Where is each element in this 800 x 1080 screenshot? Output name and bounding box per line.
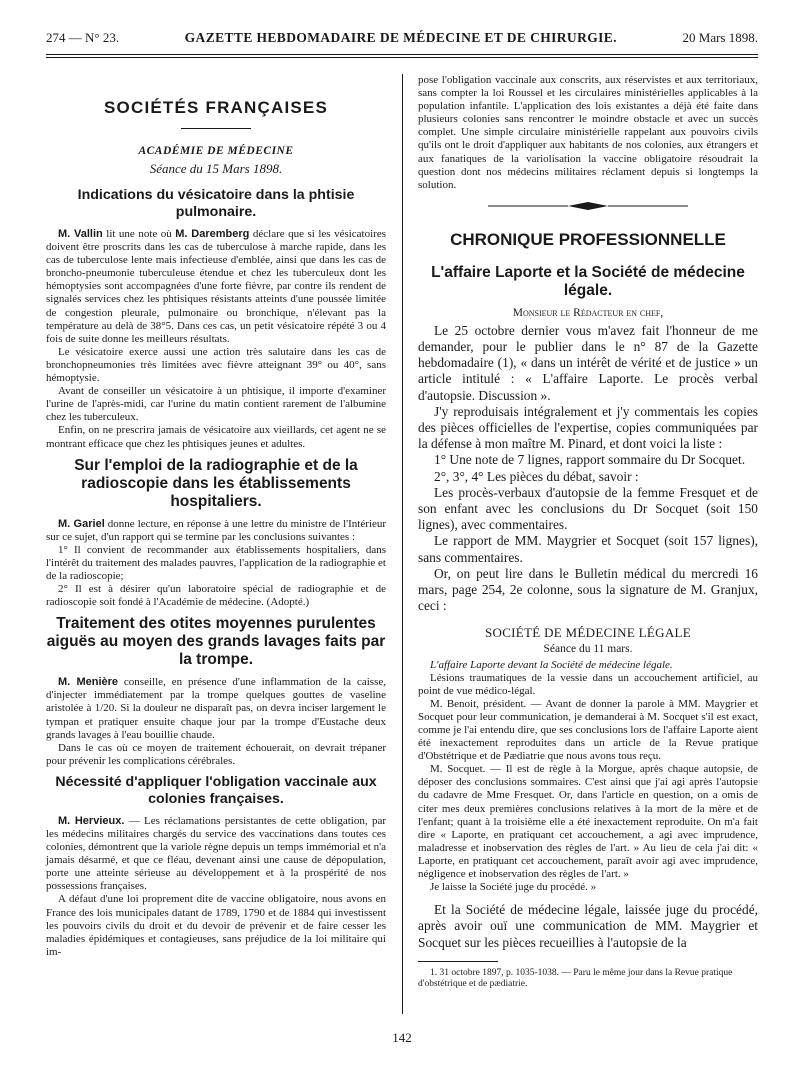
quoted-paragraph: M. Benoit, président. — Avant de donner la parole à MM. Maygrier et Socquet pour leur communication, je demanderai à M. Socquet s'il est exact, comme je l'ai entendu dire, que ses conclusions lors de l'affaire Laporte aient été inexactement reproduites dans un article de la Revue pratique d'Obstétrique et de Pædiatrie que nous avons tous reçu. <box>418 697 758 763</box>
article-paragraph <box>46 518 386 544</box>
paragraph-text: déclare que si les vésicatoires doivent être proscrits dans les cas de tuberculose à marche rapide, dans les cas de tuberculose lente mais infectieuse d'emblée, ainsi que dans les cas de broncho-pneumonie tuberculeuse étendue et chez les tuberculeux dont les hémoptysies sont accompagnées d'une forte fièvre, par contre ils rendent de signalés services chez les phtisiques résistants atteints d'une poussée limitée de congestion pleurale, pulmonaire ou bronchique, n'élevant pas la température au delà de 38°5. Dans ces cas, un petit vésicatoire répété 3 ou 4 fois de suite donne les meilleurs résultats. <box>46 228 386 345</box>
speaker-name: M. Vallin <box>58 228 103 240</box>
quoted-paragraph: M. Socquet. — Il est de règle à la Morgue, après chaque autopsie, de déposer des conclusions sommaires. C'est ainsi que j'ai agi après l'autopsie du cadavre de Mme Fresquet. Or, dans l'article en question, on a omis de citer mes deux premières conclusions relatives à la mort de la mère et de l'enfant; quant à la troisième elle a été inexactement reproduite. On m'a fait dire « Laporte, en pratiquant cet accouchement, a agi avec imprudence, maladresse et inobservation des règles de l'art. » Au lieu de cela j'ai dit: « Laporte, en pratiquant cet accouchement, paraît avoir agi avec imprudence, négligence et inobservation des règles de l'art. » <box>418 763 758 880</box>
article-paragraph: Dans le cas où ce moyen de traitement échouerait, on devrait trépaner pour prévenir les complications cérébrales. <box>46 741 386 767</box>
continued-paragraph: pose l'obligation vaccinale aux conscrits, aux réservistes et aux territoriaux, sans compter la loi Roussel et les circulaires ministérielles applicables à la population infantile. L'application des lois existantes a déjà été faite dans plusieurs colonies sans rencontrer le moindre obstacle et avec un succès complet. Une simple circulaire ministérielle rappelant aux pouvoirs civils qu'ils ont le droit d'appliquer aux habitants de nos colonies, aux étrangers et aux fanatiques de la variolisation la vaccine obligatoire résoudrait la question dont nos médecins militaires réclament depuis si longtemps la solution. <box>418 74 758 191</box>
speaker-name: M. Gariel <box>58 517 105 530</box>
chronicle-title: CHRONIQUE PROFESSIONNELLE <box>450 229 726 249</box>
letter-paragraph: Or, on peut lire dans le Bulletin médical du mercredi 16 mars, page 254, 2e colonne, sous la signature de M. Granjux, ceci : <box>418 565 758 614</box>
quoted-paragraph: Lésions traumatiques de la vessie dans un accouchement artificiel, au point de vue médico-légal. <box>418 671 758 697</box>
speaker-name: M. Hervieux. <box>58 814 125 827</box>
footnote: 1. 31 octobre 1897, p. 1035-1038. — Paru le même jour dans la Revue pratique d'obstétrique et de pædiatrie. <box>418 967 733 989</box>
article-paragraph: Le vésicatoire exerce aussi une action très salutaire dans les cas de bronchopneumonies très limitées avec fièvre atteignant 39° ou 40°, sans hémoptysie. <box>46 345 386 385</box>
paragraph-text: — Les réclamations persistantes de cette obligation, par les médecins militaires chargés du service des vaccinations dans toutes ces colonies, démontrent que la variole règne depuis un temps immémorial et n'a jamais désarmé, et que ce fléau, devenant ainsi une cause de dépopulation, porte une atteinte sérieuse au développement et à la prospérité de nos possessions françaises. <box>46 814 386 893</box>
letter-paragraph: J'y reproduisais intégralement et j'y commentais les copies des pièces officielles de l'expertise, copies communiquées par la défense à mon maître M. Pinard, et dont voici la liste : <box>418 403 758 452</box>
quoted-seance: Séance du 11 mars. <box>543 642 633 655</box>
section-title: SOCIÉTÉS FRANÇAISES <box>104 98 328 117</box>
quoted-paragraph: L'affaire Laporte devant la Société de médecine légale. <box>430 658 673 671</box>
article-title-vesicatoire: Indications du vésicatoire dans la phtisie pulmonaire. <box>77 187 355 220</box>
quoted-society-title: SOCIÉTÉ DE MÉDECINE LÉGALE <box>484 624 692 640</box>
academy-heading: ACADÉMIE DE MÉDECINE <box>138 145 294 157</box>
paragraph-text: conseille, en présence d'une inflammation de la caisse, d'injecter immédiatement par la trompe quelques gouttes de vaseline aristolée à 1/20. Si la douleur ne disparaît pas, on devra inciser largement le tympan et pratiquer ensuite chaque jour par la trompe d'Eustache deux grands lavages à l'eau bouillie chaude. <box>46 676 386 741</box>
article-title-radiographie: Sur l'emploi de la radiographie et de la radioscopie dans les établissements hospitaliers. <box>74 456 358 510</box>
column-divider <box>402 74 403 1014</box>
letter-paragraph: 1° Une note de 7 lignes, rapport sommaire du Dr Socquet. <box>434 452 746 468</box>
header-rule <box>46 57 758 58</box>
article-paragraph: 2° Il est à désirer qu'un laboratoire spécial de radiographie et de radioscopie soit fondé à l'Académie de médecine. (Adopté.) <box>46 583 386 609</box>
article-paragraph: Avant de conseiller un vésicatoire à un phtisique, il importe d'examiner l'urine de l'après-midi, car l'urine du matin contient rarement de l'albumine chez les tuberculeux. <box>46 385 386 424</box>
running-header <box>46 30 758 55</box>
left-column <box>46 74 386 959</box>
affair-title: L'affaire Laporte et la Société de médecine légale. <box>431 263 745 299</box>
letter-paragraph: Le rapport de MM. Maygrier et Socquet (soit 157 lignes), sans commentaires. <box>418 533 758 565</box>
letter-paragraph: Le 25 octobre dernier vous m'avez fait l'honneur de me demander, pour le publier dans le n° 87 de la Gazette hebdomadaire (1), « dans un intérêt de vérité et de justice » un article intitulé : « L'affaire Laporte. Le procès verbal d'autopsie. Discussion ». <box>418 322 758 403</box>
article-paragraph: Enfin, on ne prescrira jamais de vésicatoire aux vieillards, cet agent ne se montrant efficace que chez les phtisiques jeunes et adultes. <box>46 424 386 450</box>
paragraph-text: lit une note où <box>102 228 176 240</box>
article-paragraph: 1° Il convient de recommander aux établissements hospitaliers, dans l'intérêt du traitement des malades pauvres, l'application de la radiographie et de la radioscopie; <box>46 543 386 582</box>
salutation: Monsieur le Rédacteur en chef, <box>512 306 664 319</box>
article-paragraph: A défaut d'une loi proprement dite de vaccine obligatoire, nous avons en France des lois municipales datant de 1789, 1790 et de 1884 qui investissent les pouvoirs civils du droit et du devoir de prévenir et de faire cesser les maladies épidémiques et contagieuses, sans préjudice de la loi militaire qui im- <box>46 893 386 958</box>
article-paragraph <box>46 228 386 346</box>
issue-date: 20 Mars 1898. <box>682 30 758 45</box>
article-paragraph <box>46 676 386 741</box>
paragraph-text: donne lecture, en réponse à une lettre du ministre de l'Intérieur sur ce sujet, d'un rapport qui se termine par les conclusions suivantes : <box>46 517 386 543</box>
quoted-paragraph: Je laisse la Société juge du procédé. » <box>430 881 597 894</box>
ornament-divider-icon <box>488 200 688 212</box>
letter-paragraph: 2°, 3°, 4° Les pièces du débat, savoir : <box>434 468 639 484</box>
journal-page <box>46 30 758 1060</box>
article-paragraph <box>46 815 386 894</box>
footnote-rule <box>418 961 498 962</box>
letter-paragraph: Les procès-verbaux d'autopsie de la femme Fresquet et de son enfant avec les conclusions du Dr Socquet (soit 150 lignes), avec commentaires. <box>418 484 758 533</box>
letter-paragraph: Et la Société de médecine légale, laissée juge du procédé, après avoir ouï une communication de MM. Maygrier et Socquet sur les pièces recueillies à l'autopsie de la <box>418 902 758 950</box>
seance-date: Séance du 15 Mars 1898. <box>149 161 283 176</box>
right-column <box>418 74 758 990</box>
article-title-otites: Traitement des otites moyennes purulentes aiguës au moyen des grands lavages faits par la trompe. <box>46 615 386 669</box>
section-rule <box>181 128 251 129</box>
journal-title: GAZETTE HEBDOMADAIRE DE MÉDECINE ET DE CHIRURGIE. <box>184 30 617 45</box>
speaker-name: M. Daremberg <box>175 228 250 240</box>
page-number: 142 <box>392 1030 412 1045</box>
article-title-vaccination: Nécessité d'appliquer l'obligation vaccinale aux colonies françaises. <box>55 773 377 807</box>
page-issue: 274 — N° 23. <box>46 30 120 45</box>
speaker-name: M. Menière <box>58 676 119 689</box>
